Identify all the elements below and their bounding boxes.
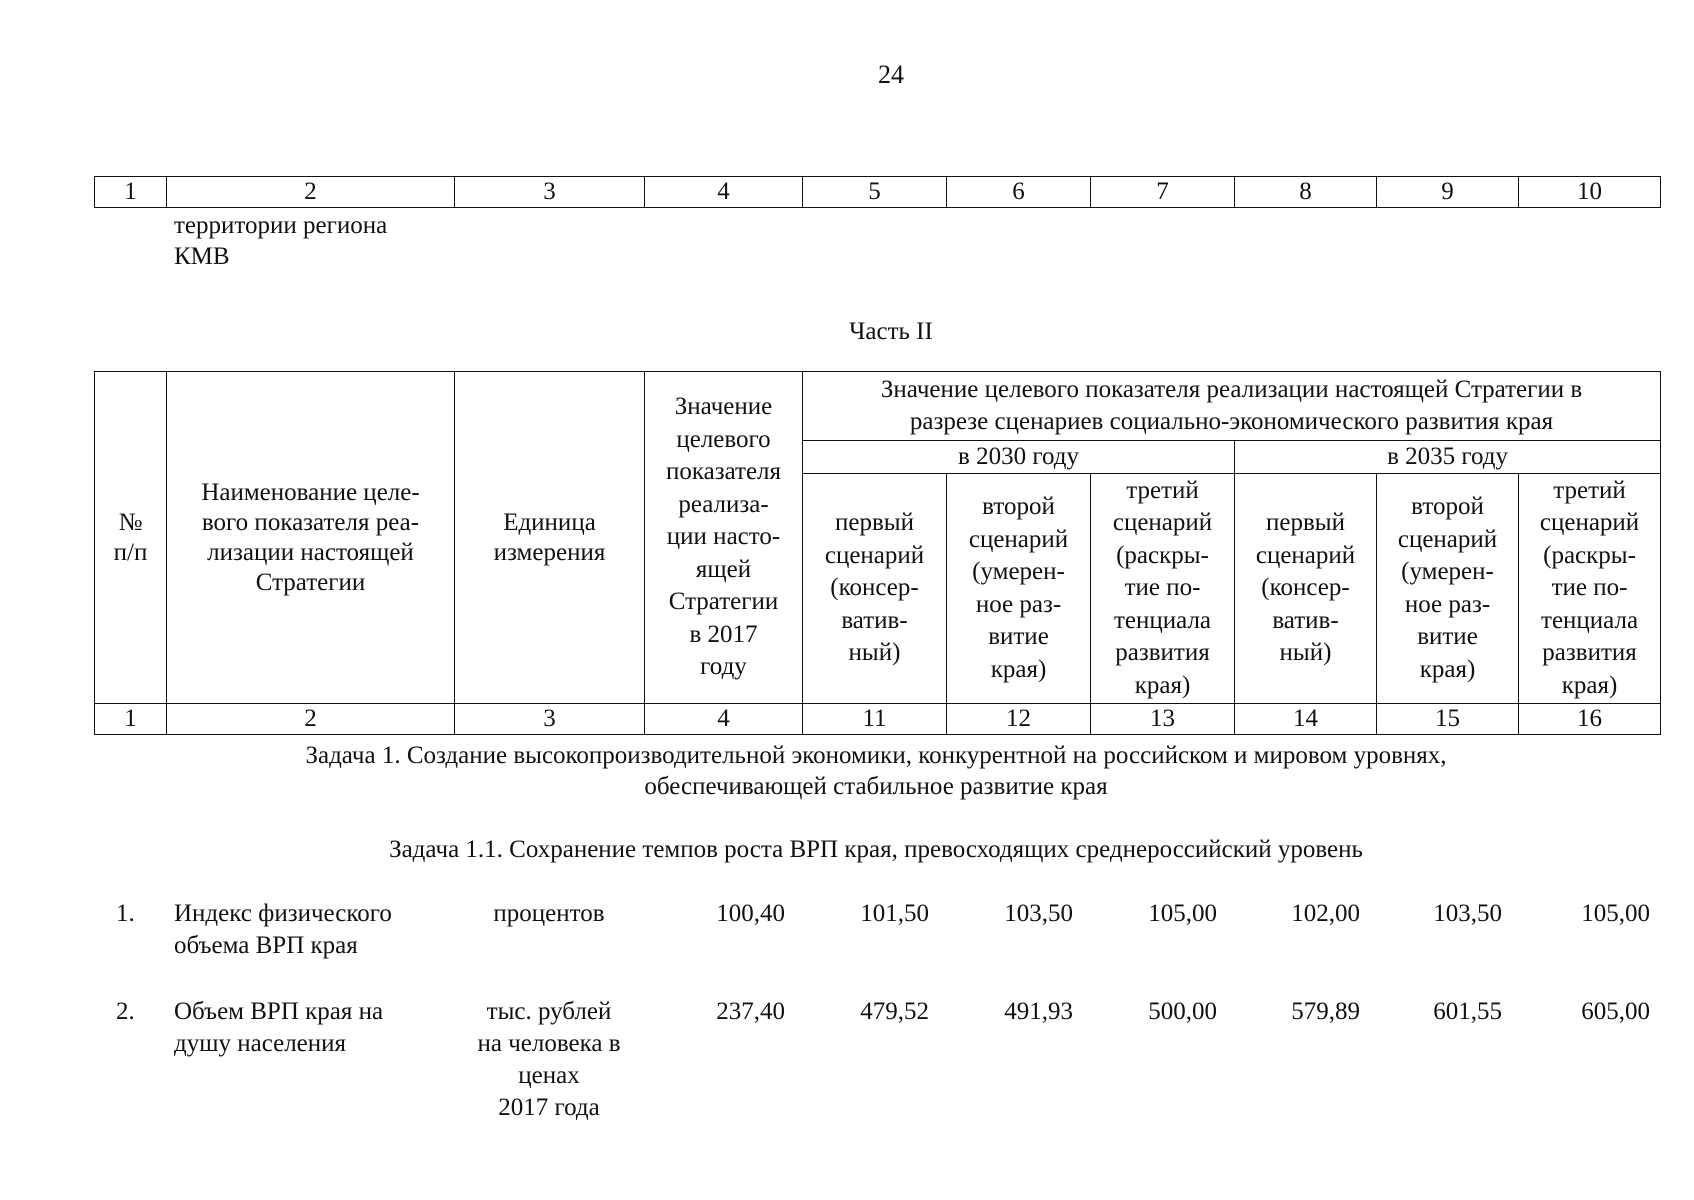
column-number: 12	[947, 704, 1091, 735]
column-number: 15	[1377, 704, 1519, 735]
row-value-2035-second: 601,55	[1433, 998, 1502, 1025]
header-scenario-group: Значение целевого показателя реализации настоящей Стратегии в разрезе сценариев социально-экономического развития края	[803, 372, 1661, 441]
header-scenario-second-2035: второй сценарий (умерен- ное раз- витие края)	[1377, 474, 1519, 704]
section-title: Часть II	[849, 318, 933, 345]
row-indicator-name: Объем ВРП края на душу населения	[174, 998, 384, 1057]
column-number: 14	[1235, 704, 1377, 735]
row-value-2035-second: 103,50	[1433, 900, 1502, 927]
row-value-2035-first: 579,89	[1291, 998, 1360, 1025]
indicator-header-table	[94, 371, 1661, 735]
column-number: 7	[1091, 177, 1235, 208]
header-indicator-name: Наименование целе- вого показателя реа- лизации настоящей Стратегии	[167, 372, 455, 704]
row-value-2030-first: 479,52	[860, 998, 929, 1025]
header-year-2030: в 2030 году	[803, 441, 1235, 474]
header-row-group	[95, 372, 1661, 441]
header-scenario-third-2030: третий сценарий (раскры- тие по- тенциала развития края)	[1091, 474, 1235, 704]
row-value-2017: 237,40	[716, 998, 785, 1025]
column-number: 8	[1235, 177, 1377, 208]
row-value-2030-third: 105,00	[1148, 900, 1217, 927]
carry-over-line: КМВ	[174, 243, 230, 270]
column-number: 1	[95, 177, 167, 208]
header-unit: Единица измерения	[455, 372, 645, 704]
column-number: 2	[167, 704, 455, 735]
row-indicator-name: Индекс физического объема ВРП края	[174, 900, 392, 959]
row-number: 2.	[116, 998, 135, 1025]
row-value-2035-third: 605,00	[1581, 998, 1650, 1025]
column-number-row	[95, 177, 1661, 208]
column-number: 5	[803, 177, 947, 208]
column-number: 11	[803, 704, 947, 735]
task-1-1-heading: Задача 1.1. Сохранение темпов роста ВРП края, превосходящих среднероссийский уровень	[389, 836, 1363, 863]
column-number: 3	[455, 704, 645, 735]
header-value-2017: Значение целевого показателя реализа- ции насто- ящей Стратегии в 2017 году	[645, 372, 803, 704]
row-value-2035-third: 105,00	[1581, 900, 1650, 927]
header-scenario-third-2035: третий сценарий (раскры- тие по- тенциала развития края)	[1519, 474, 1661, 704]
task-1-heading: Задача 1. Создание высокопроизводительной экономики, конкурентной на российском и мировом уровнях, обеспечивающей стабильное развитие края	[305, 742, 1447, 800]
page-number: 24	[878, 60, 904, 89]
carry-over-text	[174, 210, 387, 272]
column-number: 4	[645, 704, 803, 735]
row-value-2030-second: 103,50	[1004, 900, 1073, 927]
row-value-2017: 100,40	[716, 900, 785, 927]
header-scenario-second-2030: второй сценарий (умерен- ное раз- витие края)	[947, 474, 1091, 704]
column-number: 3	[455, 177, 645, 208]
row-value-2030-first: 101,50	[860, 900, 929, 927]
carry-over-line: территории региона	[174, 212, 388, 239]
column-number: 16	[1519, 704, 1661, 735]
row-number: 1.	[116, 900, 135, 927]
column-number: 6	[947, 177, 1091, 208]
row-unit: тыс. рублей на человека в ценах 2017 года	[477, 998, 621, 1121]
continuation-column-header-table	[94, 176, 1661, 208]
column-number: 9	[1377, 177, 1519, 208]
column-number: 4	[645, 177, 803, 208]
row-value-2030-third: 500,00	[1148, 998, 1217, 1025]
header-scenario-first-2030: первый сценарий (консер- ватив- ный)	[803, 474, 947, 704]
column-number: 10	[1519, 177, 1661, 208]
header-scenario-first-2035: первый сценарий (консер- ватив- ный)	[1235, 474, 1377, 704]
row-value-2030-second: 491,93	[1004, 998, 1073, 1025]
column-number: 13	[1091, 704, 1235, 735]
column-number: 2	[167, 177, 455, 208]
header-year-2035: в 2035 году	[1235, 441, 1661, 474]
row-value-2035-first: 102,00	[1291, 900, 1360, 927]
header-number: № п/п	[95, 372, 167, 704]
header-column-number-row	[95, 704, 1661, 735]
row-unit: процентов	[493, 900, 605, 927]
column-number: 1	[95, 704, 167, 735]
